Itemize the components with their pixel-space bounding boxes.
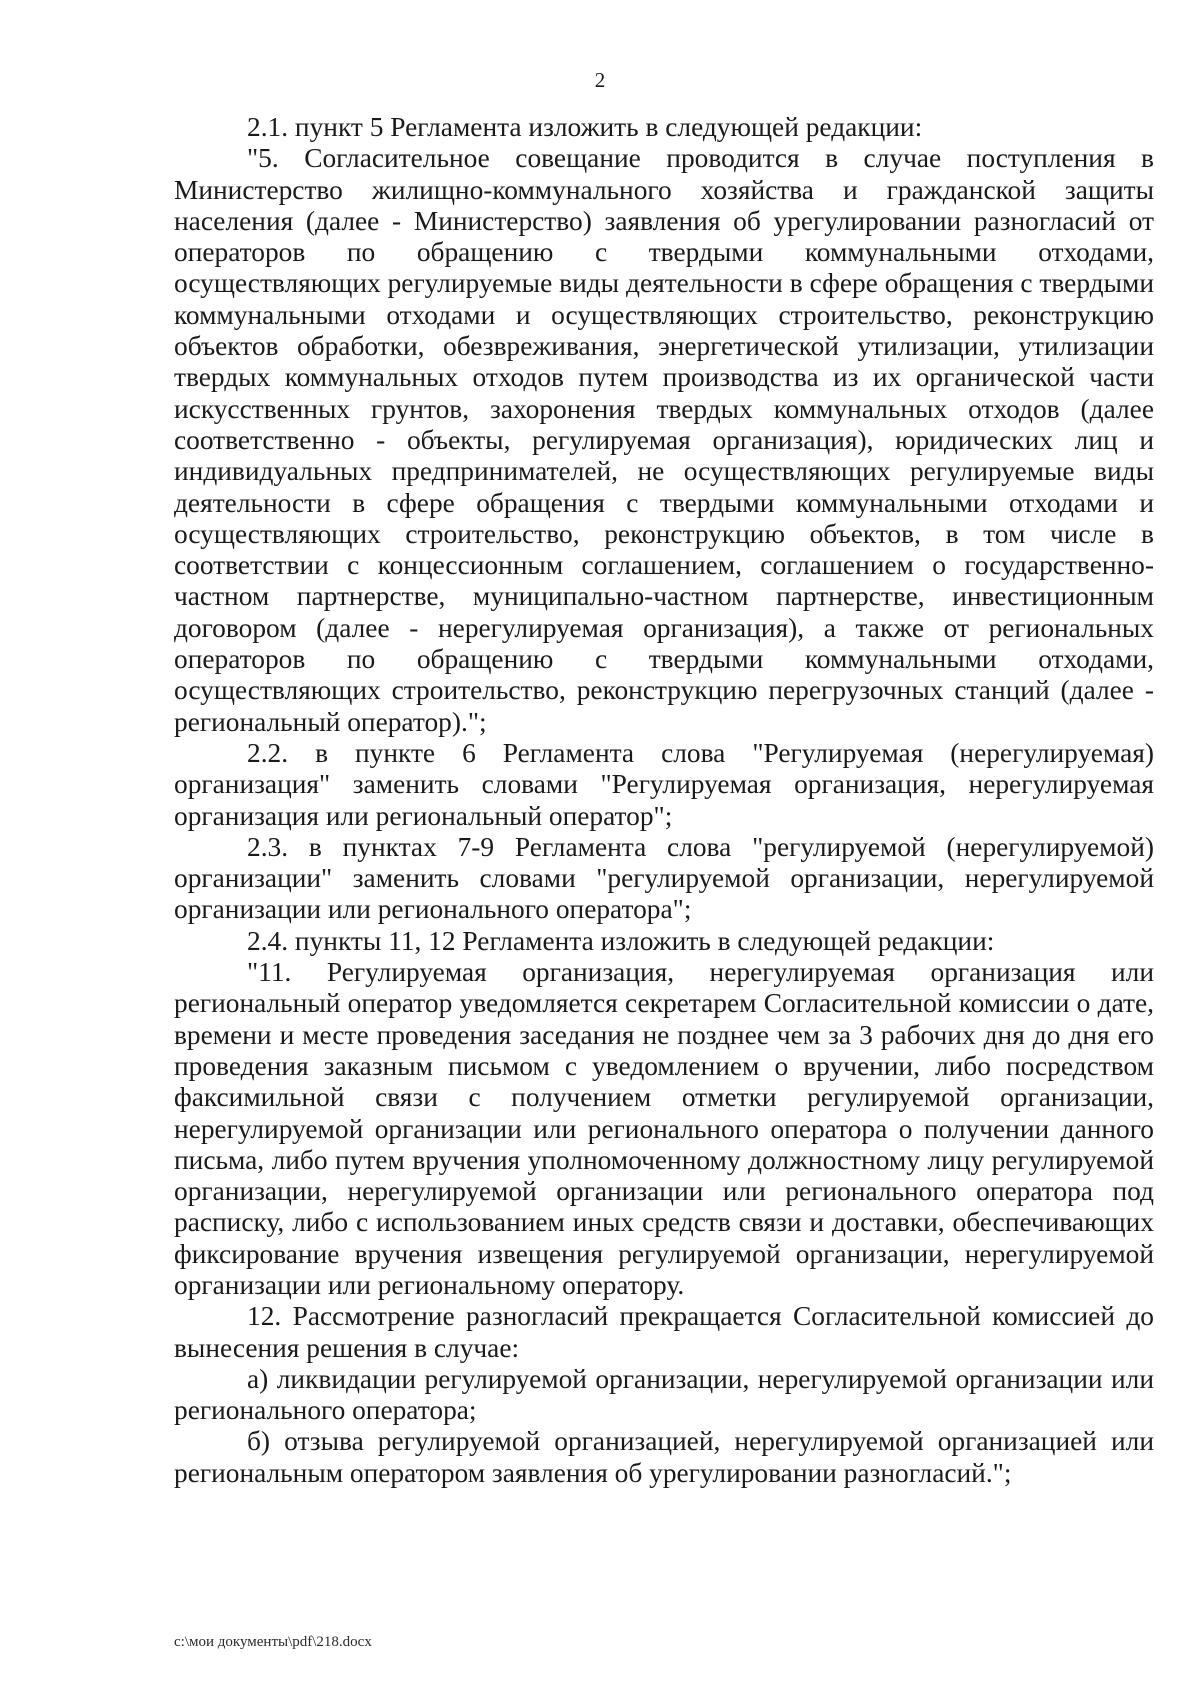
paragraph-2-3: 2.3. в пунктах 7-9 Регламента слова "регулируемой (нерегулируемой) организации" заменить словами "регулируемой организации, нерегулируемой организации или регионального оператора"; (174, 831, 1154, 925)
paragraph-point-12-a: а) ликвидации регулируемой организации, нерегулируемой организации или регионального оператора; (174, 1363, 1154, 1426)
paragraph-point-5: "5. Согласительное совещание проводится в случае поступления в Министерство жилищно-коммунального хозяйства и гражданской защиты населения (далее - Министерство) заявления об урегулировании разногласий от операторов по обращению с твердыми коммунальными отходами, осуществляющих регулируемые виды деятельности в сфере обращения с твердыми коммунальными отходами и осуществляющих строительство, реконструкцию объектов обработки, обезвреживания, энергетической утилизации, утилизации твердых коммунальных отходов путем производства из их органической части искусственных грунтов, захоронения твердых коммунальных отходов (далее соответственно - объекты, регулируемая организация), юридических лиц и индивидуальных предпринимателей, не осуществляющих регулируемые виды деятельности в сфере обращения с твердыми коммунальными отходами и осуществляющих строительство, реконструкцию объектов, в том числе в соответствии с концессионным соглашением, соглашением о государственно-частном партнерстве, муниципально-частном партнерстве, инвестиционным договором (далее - нерегулируемая организация), а также от региональных операторов по обращению с твердыми коммунальными отходами, осуществляющих строительство, реконструкцию перегрузочных станций (далее - региональный оператор)."; (174, 143, 1154, 737)
paragraph-2-4: 2.4. пункты 11, 12 Регламента изложить в следующей редакции: (247, 925, 995, 956)
paragraph-2-2: 2.2. в пункте 6 Регламента слова "Регулируемая (нерегулируемая) организация" заменить словами "Регулируемая организация, нерегулируемая организация или региональный оператор"; (174, 737, 1154, 831)
paragraph-point-12-b: б) отзыва регулируемой организацией, нерегулируемой организацией или региональным оператором заявления об урегулировании разногласий."; (174, 1426, 1154, 1488)
paragraph-point-11: "11. Регулируемая организация, нерегулируемая организация или региональный оператор уведомляется секретарем Согласительной комиссии о дате, времени и месте проведения заседания не позднее чем за 3 рабочих дня до дня его проведения заказным письмом с уведомлением о вручении, либо посредством факсимильной связи с получением отметки регулируемой организации, нерегулируемой организации или регионального оператора о получении данного письма, либо путем вручения уполномоченному должностному лицу регулируемой организации, нерегулируемой организации или регионального оператора под расписку, либо с использованием иных средств связи и доставки, обеспечивающих фиксирование вручения извещения регулируемой организации, нерегулируемой организации или региональному оператору. (174, 957, 1154, 1300)
page-number: 2 (594, 68, 606, 92)
paragraph-2-1: 2.1. пункт 5 Регламента изложить в следующей редакции: (247, 112, 923, 142)
footer-file-path: c:\мои документы\pdf\218.docx (174, 1634, 372, 1650)
paragraph-point-12: 12. Рассмотрение разногласий прекращается Согласительной комиссией до вынесения решения в случае: (174, 1301, 1154, 1363)
document-body (174, 112, 1154, 1489)
